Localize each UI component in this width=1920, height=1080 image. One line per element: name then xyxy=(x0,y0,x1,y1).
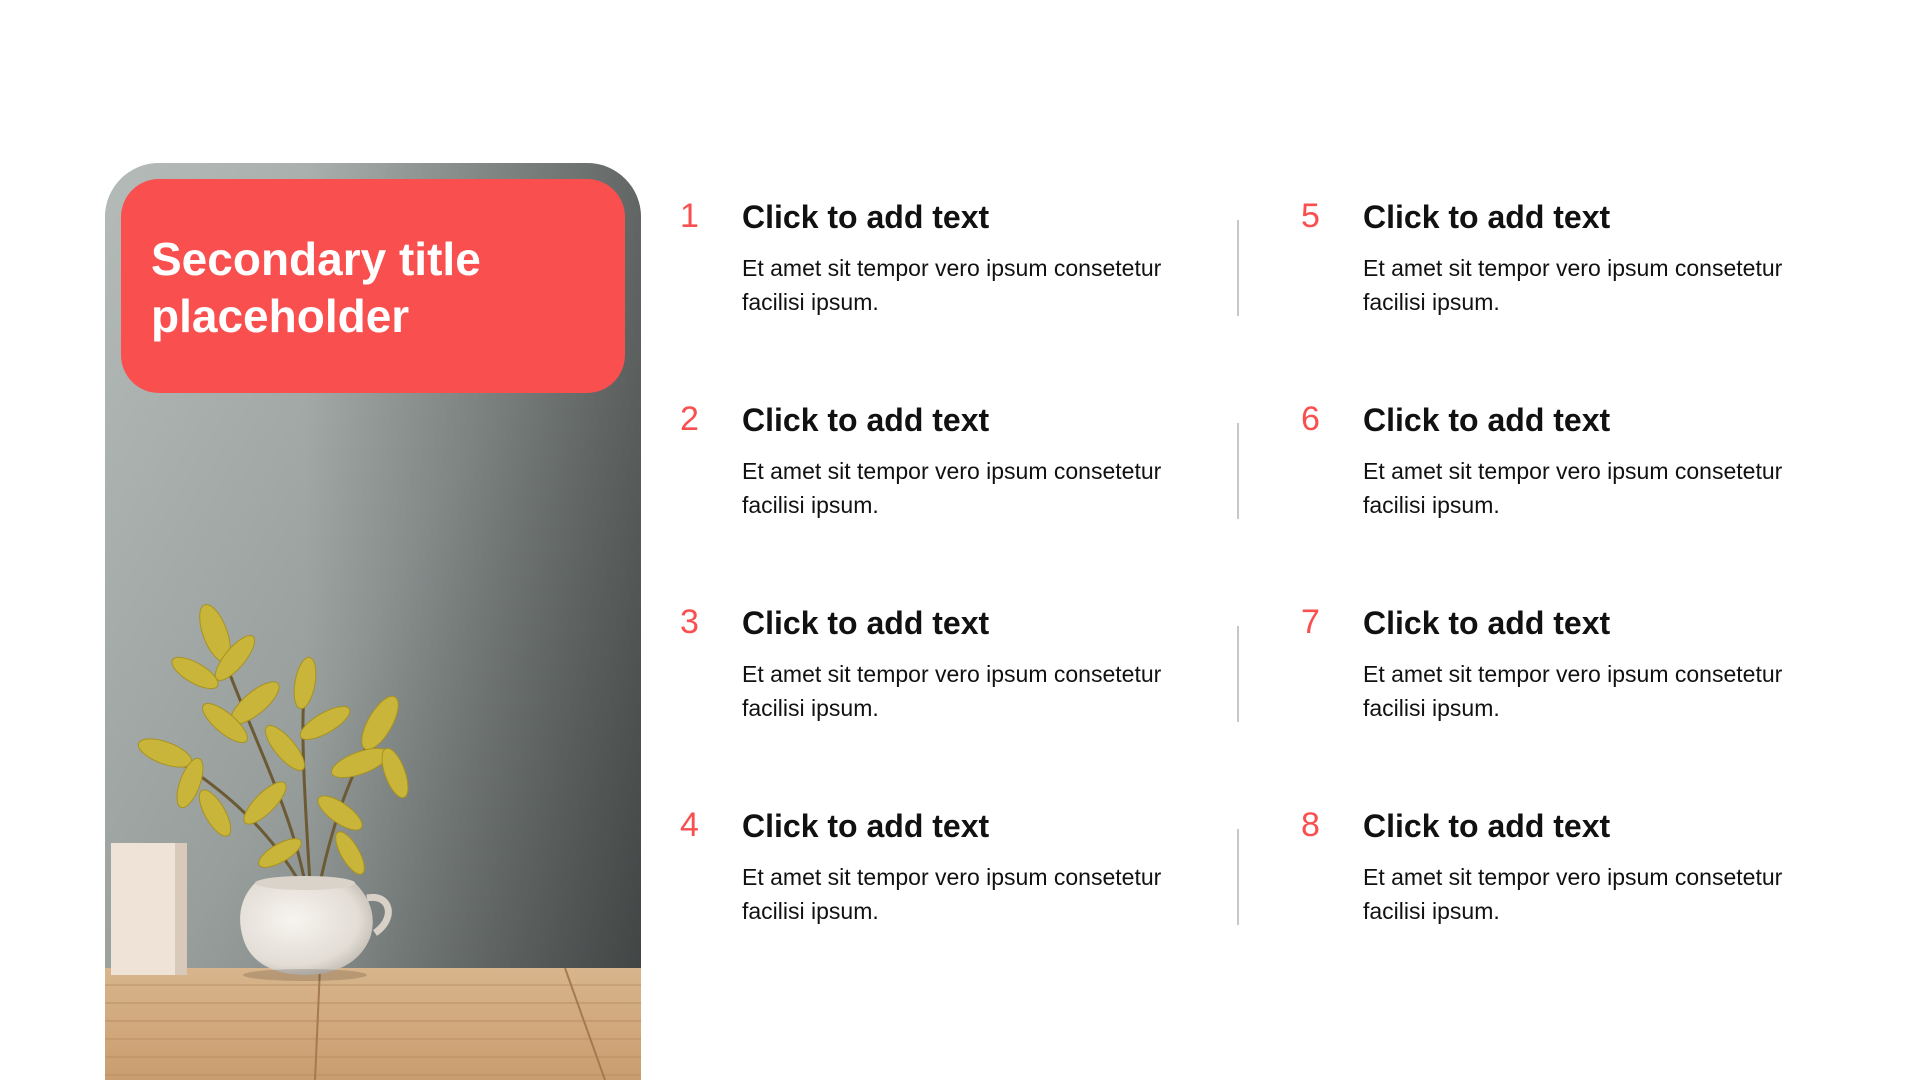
item-heading[interactable]: Click to add text xyxy=(1363,605,1611,641)
item-number: 4 xyxy=(680,806,699,844)
item-heading[interactable]: Click to add text xyxy=(1363,808,1611,844)
item-number: 5 xyxy=(1301,197,1320,235)
list-item[interactable] xyxy=(680,808,1200,938)
item-body[interactable]: Et amet sit tempor vero ipsum consetetur facilisi ipsum. xyxy=(742,458,1162,518)
secondary-title[interactable]: Secondary title placeholder xyxy=(151,233,481,342)
item-body[interactable]: Et amet sit tempor vero ipsum consetetur facilisi ipsum. xyxy=(1363,661,1783,721)
item-number: 1 xyxy=(680,197,699,235)
column-divider xyxy=(1237,220,1239,316)
item-number: 2 xyxy=(680,400,699,438)
item-number: 7 xyxy=(1301,603,1320,641)
item-number: 8 xyxy=(1301,806,1320,844)
list-item[interactable] xyxy=(1301,402,1821,532)
item-heading[interactable]: Click to add text xyxy=(742,402,990,438)
title-box[interactable] xyxy=(121,179,625,393)
list-item[interactable] xyxy=(680,605,1200,735)
list-item[interactable] xyxy=(1301,605,1821,735)
item-body[interactable]: Et amet sit tempor vero ipsum consetetur facilisi ipsum. xyxy=(1363,255,1783,315)
list-item[interactable] xyxy=(1301,808,1821,938)
item-body[interactable]: Et amet sit tempor vero ipsum consetetur facilisi ipsum. xyxy=(742,661,1162,721)
list-item[interactable] xyxy=(1301,199,1821,329)
item-number: 3 xyxy=(680,603,699,641)
item-body[interactable]: Et amet sit tempor vero ipsum consetetur facilisi ipsum. xyxy=(1363,458,1783,518)
item-number: 6 xyxy=(1301,400,1320,438)
list-item[interactable] xyxy=(680,402,1200,532)
column-divider xyxy=(1237,626,1239,722)
item-body[interactable]: Et amet sit tempor vero ipsum consetetur facilisi ipsum. xyxy=(1363,864,1783,924)
list-item[interactable] xyxy=(680,199,1200,329)
item-heading[interactable]: Click to add text xyxy=(742,808,990,844)
column-divider xyxy=(1237,423,1239,519)
item-heading[interactable]: Click to add text xyxy=(1363,199,1611,235)
item-body[interactable]: Et amet sit tempor vero ipsum consetetur facilisi ipsum. xyxy=(742,864,1162,924)
column-divider xyxy=(1237,829,1239,925)
item-body[interactable]: Et amet sit tempor vero ipsum consetetur facilisi ipsum. xyxy=(742,255,1162,315)
item-heading[interactable]: Click to add text xyxy=(742,199,990,235)
item-heading[interactable]: Click to add text xyxy=(742,605,990,641)
item-heading[interactable]: Click to add text xyxy=(1363,402,1611,438)
